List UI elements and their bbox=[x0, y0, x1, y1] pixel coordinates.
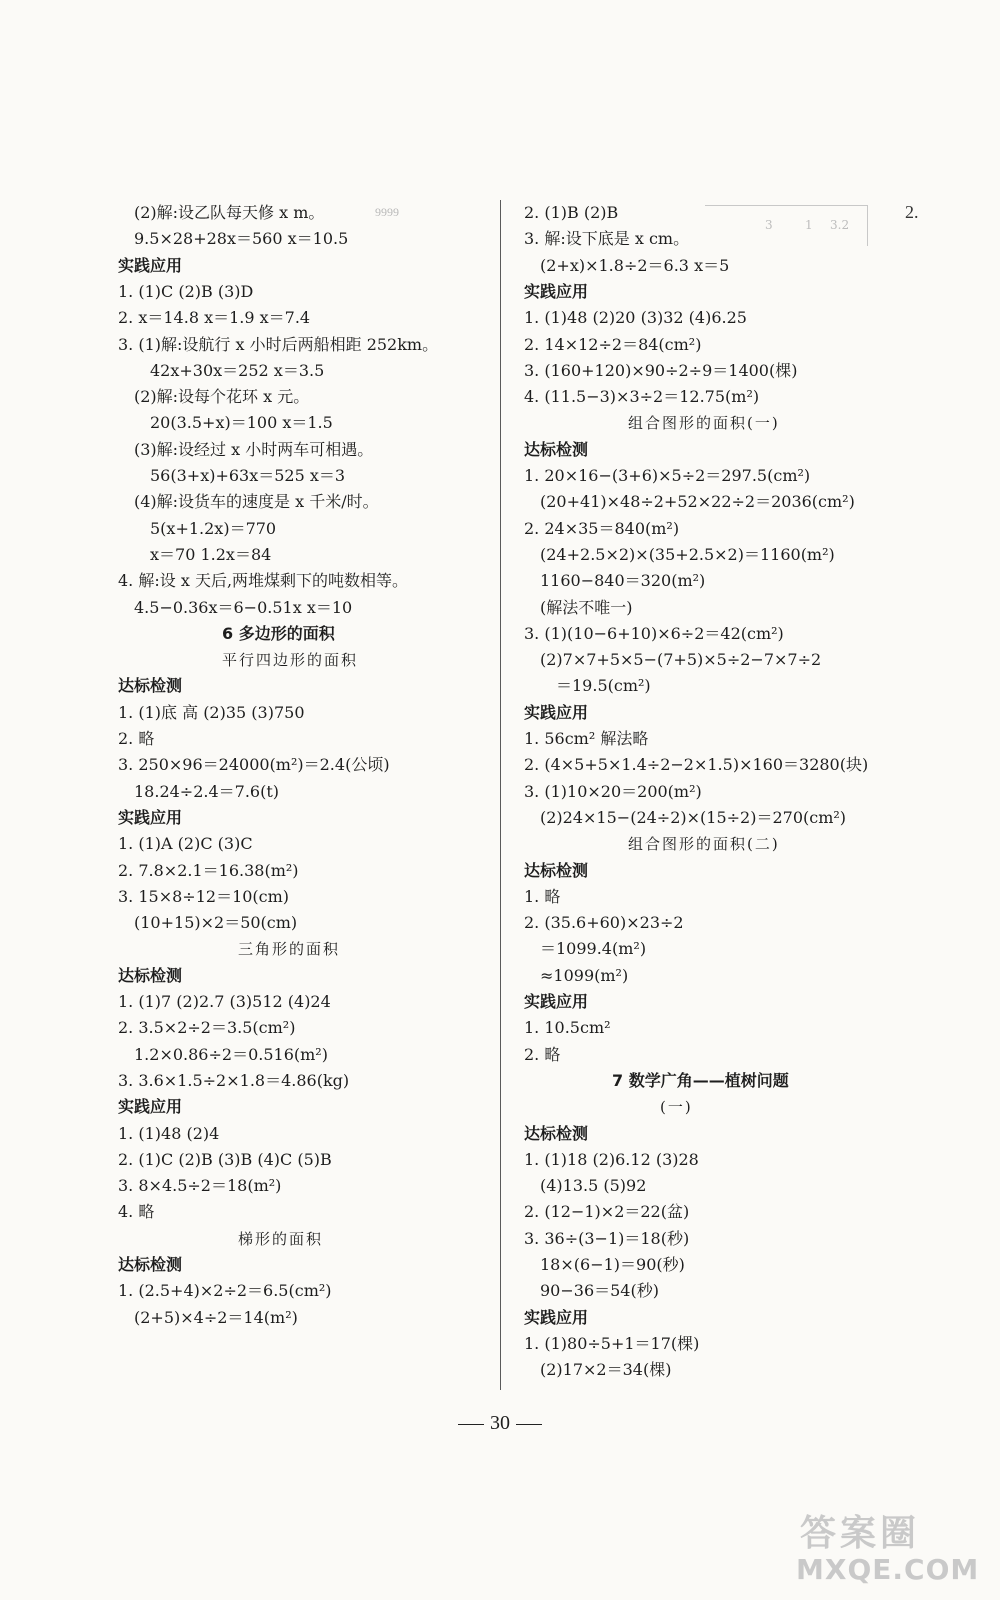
answer-line: 3. 解:设下底是 x cm。 bbox=[524, 229, 690, 249]
answer-line: (2)7×7+5×5−(7+5)×5÷2−7×7÷2 bbox=[540, 650, 822, 670]
answer-line: (2)解:设每个花环 x 元。 bbox=[134, 387, 310, 407]
answer-line: (4)解:设货车的速度是 x 千米/时。 bbox=[134, 492, 379, 512]
answer-line: ≈1099(m²) bbox=[540, 965, 629, 985]
answer-line: 3. (1)(10−6+10)×6÷2＝42(cm²) bbox=[524, 623, 784, 643]
answer-line: 5(x+1.2x)＝770 bbox=[150, 518, 277, 538]
section-heading: 实践应用 bbox=[118, 255, 183, 275]
answer-line: 2. 24×35＝840(m²) bbox=[524, 518, 680, 538]
chapter-title: 6 多边形的面积 bbox=[222, 623, 335, 643]
answer-line: (10+15)×2＝50(cm) bbox=[134, 913, 298, 933]
answer-line: 1. 10.5cm² bbox=[524, 1018, 611, 1038]
answer-line: x＝70 1.2x＝84 bbox=[150, 544, 272, 564]
section-heading: 达标检测 bbox=[118, 1255, 183, 1274]
watermark bbox=[790, 1505, 980, 1595]
answer-line: 4. 解:设 x 天后,两堆煤剩下的吨数相等。 bbox=[118, 571, 409, 591]
answer-line: 3. 250×96＝24000(m²)＝2.4(公顷) bbox=[118, 755, 390, 775]
answer-line: 1. (1)48 (2)20 (3)32 (4)6.25 bbox=[524, 308, 747, 328]
corner-box bbox=[705, 205, 868, 246]
subsection-title: 平行四边形的面积 bbox=[222, 651, 359, 670]
section-heading: 达标检测 bbox=[524, 439, 589, 459]
answer-line: 3. 15×8÷12＝10(cm) bbox=[118, 886, 290, 906]
answer-line: (解法不唯一) bbox=[540, 597, 633, 617]
answer-line: 1. (1)C (2)B (3)D bbox=[118, 281, 254, 301]
chapter-title: 7 数学广角——植树问题 bbox=[612, 1070, 789, 1090]
faint-stamp: 9999 bbox=[375, 205, 399, 219]
answer-line: 90−36＝54(秒) bbox=[540, 1281, 659, 1301]
corner-mark: 3 bbox=[765, 218, 773, 232]
section-heading: 实践应用 bbox=[118, 1097, 183, 1117]
section-heading: 达标检测 bbox=[524, 860, 589, 880]
section-heading: 实践应用 bbox=[524, 992, 589, 1011]
answer-line: 3. 3.6×1.5÷2×1.8＝4.86(kg) bbox=[118, 1070, 350, 1090]
answer-line: 3. 8×4.5÷2＝18(m²) bbox=[118, 1176, 282, 1196]
answer-line: 4. 略 bbox=[118, 1202, 155, 1222]
answer-line: (3)解:设经过 x 小时两车可相遇。 bbox=[134, 439, 374, 459]
answer-line: 2. 3.5×2÷2＝3.5(cm²) bbox=[118, 1018, 296, 1038]
answer-line: 3. (1)10×20＝200(m²) bbox=[524, 781, 702, 801]
answer-line: 1. 20×16−(3+6)×5÷2＝297.5(cm²) bbox=[524, 466, 811, 485]
answer-line: 1. (1)底 高 (2)35 (3)750 bbox=[118, 702, 305, 722]
answer-line: 2. 略 bbox=[118, 729, 155, 748]
section-heading: 实践应用 bbox=[524, 1307, 589, 1327]
answer-line: 3. 36÷(3−1)＝18(秒) bbox=[524, 1228, 690, 1248]
answer-line: 56(3+x)+63x＝525 x＝3 bbox=[150, 466, 346, 485]
answer-line: (2)24×15−(24÷2)×(15÷2)＝270(cm²) bbox=[540, 807, 847, 827]
answer-line: 1. (1)A (2)C (3)C bbox=[118, 834, 253, 854]
answer-line: 2. (1)B (2)B bbox=[524, 203, 619, 222]
answer-line: 1. 略 bbox=[524, 886, 561, 906]
answer-line: 2. 7.8×2.1＝16.38(m²) bbox=[118, 860, 299, 880]
answer-line: 1. (1)18 (2)6.12 (3)28 bbox=[524, 1149, 699, 1169]
answer-line: (2)解:设乙队每天修 x m。 bbox=[134, 203, 325, 222]
answer-line: 2. (35.6+60)×23÷2 bbox=[524, 913, 684, 933]
subsection-title: 组合图形的面积(一) bbox=[628, 414, 780, 433]
answer-line: 2. 14×12÷2＝84(cm²) bbox=[524, 334, 702, 354]
column-divider bbox=[500, 200, 501, 1390]
corner-mark: 1 bbox=[805, 218, 813, 232]
answer-line: 2. (4×5+5×1.4÷2−2×1.5)×160＝3280(块) bbox=[524, 755, 869, 775]
answer-line: 3. (1)解:设航行 x 小时后两船相距 252km。 bbox=[118, 334, 439, 354]
subsection-title: (一) bbox=[660, 1098, 693, 1117]
answer-line: (24+2.5×2)×(35+2.5×2)＝1160(m²) bbox=[540, 544, 835, 564]
corner-mark: 3.2 bbox=[830, 218, 850, 232]
answer-line: 2. (12−1)×2＝22(盆) bbox=[524, 1202, 690, 1222]
answer-line: 1. (1)7 (2)2.7 (3)512 (4)24 bbox=[118, 992, 331, 1011]
answer-line: (2+5)×4÷2＝14(m²) bbox=[134, 1307, 298, 1327]
answer-line: (2+x)×1.8÷2＝6.3 x＝5 bbox=[540, 255, 730, 275]
answer-line: 2. x＝14.8 x＝1.9 x＝7.4 bbox=[118, 308, 311, 328]
page-number bbox=[440, 1412, 560, 1435]
answer-line: 42x+30x＝252 x＝3.5 bbox=[150, 360, 325, 380]
answer-line: 20(3.5+x)＝100 x＝1.5 bbox=[150, 413, 333, 433]
section-heading: 达标检测 bbox=[524, 1123, 589, 1143]
page-dash bbox=[516, 1424, 542, 1425]
answer-line: 2. (1)C (2)B (3)B (4)C (5)B bbox=[118, 1149, 332, 1169]
answer-line: (20+41)×48÷2+52×22÷2＝2036(cm²) bbox=[540, 492, 855, 512]
answer-line: (2)17×2＝34(棵) bbox=[540, 1360, 672, 1380]
section-heading: 实践应用 bbox=[524, 281, 589, 301]
edge-mark: 2. bbox=[905, 202, 919, 222]
subsection-title: 梯形的面积 bbox=[238, 1229, 324, 1248]
answer-line: ＝19.5(cm²) bbox=[556, 676, 651, 696]
answer-line: 1. 56cm² 解法略 bbox=[524, 729, 649, 748]
answer-line: 3. (160+120)×90÷2÷9＝1400(棵) bbox=[524, 360, 798, 380]
watermark-url: MXQE.COM bbox=[796, 1553, 980, 1586]
subsection-title: 三角形的面积 bbox=[238, 940, 341, 959]
section-heading: 实践应用 bbox=[118, 807, 183, 827]
answer-line: 1.2×0.86÷2＝0.516(m²) bbox=[134, 1044, 328, 1064]
answer-line: (4)13.5 (5)92 bbox=[540, 1176, 647, 1196]
answer-line: 1. (2.5+4)×2÷2＝6.5(cm²) bbox=[118, 1281, 332, 1301]
answer-line: 1160−840＝320(m²) bbox=[540, 571, 706, 591]
section-heading: 达标检测 bbox=[118, 676, 183, 696]
answer-line: 2. 略 bbox=[524, 1044, 561, 1064]
section-heading: 达标检测 bbox=[118, 965, 183, 985]
answer-line: 9.5×28+28x＝560 x＝10.5 bbox=[134, 229, 349, 249]
watermark-logo: 答案圈 bbox=[800, 1513, 921, 1554]
answer-line: 4. (11.5−3)×3÷2＝12.75(m²) bbox=[524, 387, 760, 407]
subsection-title: 组合图形的面积(二) bbox=[628, 835, 780, 854]
page-number-text: 30 bbox=[490, 1412, 510, 1434]
answer-line: ＝1099.4(m²) bbox=[540, 939, 647, 959]
answer-line: 1. (1)48 (2)4 bbox=[118, 1123, 220, 1143]
page-dash bbox=[458, 1424, 484, 1425]
answer-line: 1. (1)80÷5+1＝17(棵) bbox=[524, 1333, 700, 1353]
answer-line: 18×(6−1)＝90(秒) bbox=[540, 1255, 685, 1274]
answer-line: 4.5−0.36x＝6−0.51x x＝10 bbox=[134, 597, 353, 617]
answer-line: 18.24÷2.4＝7.6(t) bbox=[134, 781, 280, 801]
section-heading: 实践应用 bbox=[524, 702, 589, 722]
